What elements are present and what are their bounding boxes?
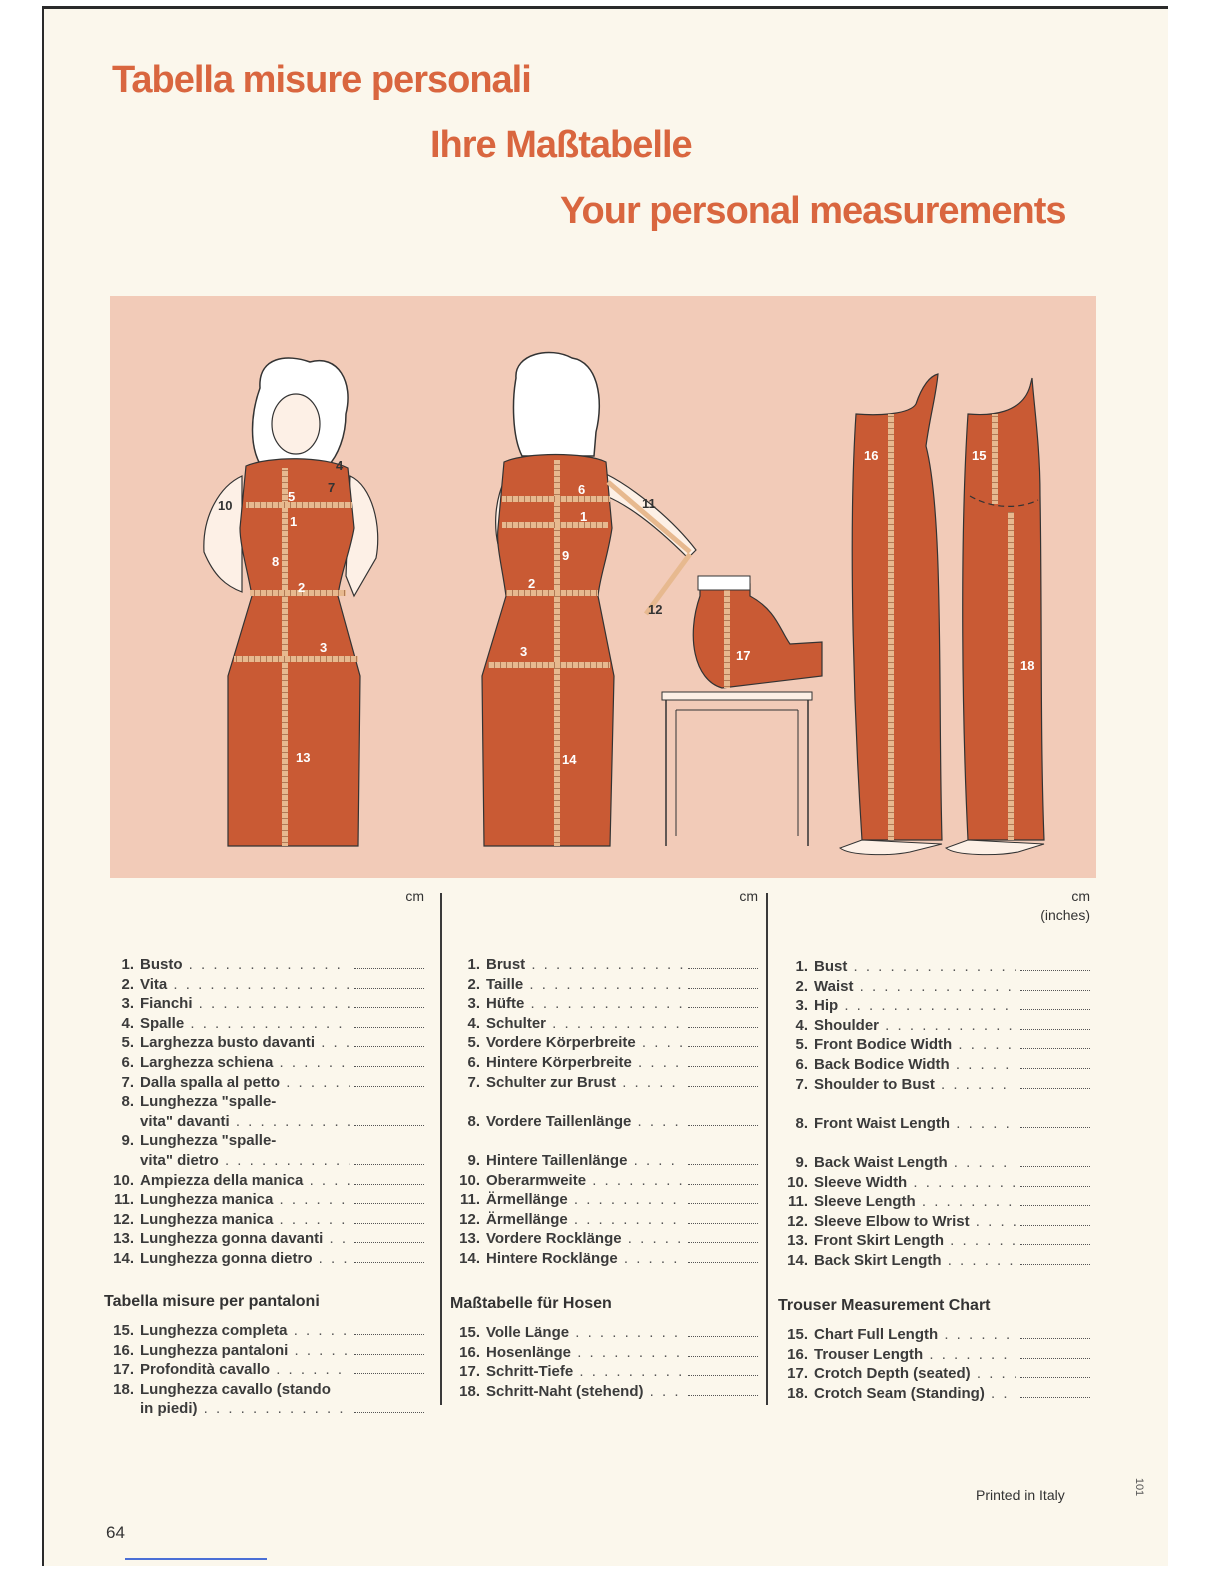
svg-text:12: 12 (648, 602, 663, 617)
list-item: 4. Spalle . . . (104, 1014, 424, 1034)
svg-text:3: 3 (320, 640, 328, 655)
list-item-continuation: vita" davanti . . . (104, 1112, 424, 1132)
scan-bar (125, 1558, 267, 1560)
list-item: 18. Schritt-Naht (stehend) . . . (450, 1382, 758, 1402)
list-item: 1. Brust . . . (450, 955, 758, 975)
svg-text:7: 7 (328, 480, 336, 495)
list-item: 15. Volle Länge . . . (450, 1323, 758, 1343)
trouser-heading: Trouser Measurement Chart (778, 1297, 991, 1314)
column-divider-1 (440, 893, 442, 1405)
trouser-heading: Maßtabelle für Hosen (450, 1295, 612, 1312)
list-item: 2. Taille . . . (450, 975, 758, 995)
svg-text:1: 1 (290, 514, 298, 529)
list-item: 17. Schritt-Tiefe . . . (450, 1362, 758, 1382)
list-item: 16. Trouser Length . . . (778, 1345, 1090, 1365)
svg-text:3: 3 (520, 644, 528, 659)
list-item: 6. Hintere Körperbreite . . . (450, 1053, 758, 1073)
list-item: 6. Back Bodice Width . . . (778, 1055, 1090, 1075)
list-item: 5. Front Bodice Width . . . (778, 1035, 1090, 1055)
column-divider-2 (766, 893, 768, 1405)
column-english (778, 887, 1090, 1402)
column-italian (104, 887, 424, 1418)
title-italian: Tabella misure personali (112, 59, 531, 101)
list-item: 8. Vordere Taillenlänge . . . (450, 1112, 758, 1132)
svg-text:11: 11 (642, 496, 656, 511)
print-code: 101 (1133, 1477, 1146, 1497)
list-item: 1. Bust . . . (778, 957, 1090, 977)
list-item: 9. Lunghezza "spalle- (121, 1132, 277, 1150)
svg-text:9: 9 (562, 548, 570, 563)
body-measurement-list (778, 957, 1090, 1271)
list-item: 14. Lunghezza gonna dietro . . . (104, 1249, 424, 1269)
list-item: 14. Back Skirt Length . . . (778, 1251, 1090, 1271)
body-measurement-list (450, 955, 758, 1269)
svg-text:6: 6 (578, 482, 586, 497)
list-item: 13. Lunghezza gonna davanti . . . (104, 1229, 424, 1249)
list-item: 5. Larghezza busto davanti . . . (104, 1033, 424, 1053)
list-item: 18. Crotch Seam (Standing) . . . (778, 1384, 1090, 1404)
column-german (450, 887, 758, 1400)
svg-text:1: 1 (580, 509, 588, 524)
list-item: 12. Sleeve Elbow to Wrist . . . (778, 1212, 1090, 1232)
svg-text:2: 2 (528, 576, 536, 591)
svg-text:5: 5 (288, 489, 296, 504)
svg-text:15: 15 (972, 448, 987, 463)
list-item: 7. Dalla spalla al petto . . . (104, 1073, 424, 1093)
list-item-continuation: vita" dietro . . . (104, 1151, 424, 1171)
list-item: 7. Shoulder to Bust . . . (778, 1075, 1090, 1095)
list-item: 5. Vordere Körperbreite . . . (450, 1033, 758, 1053)
unit-label-inches: (inches) (1040, 907, 1090, 923)
printed-in-italy: Printed in Italy (976, 1487, 1065, 1503)
list-item: 11. Lunghezza manica . . . (104, 1190, 424, 1210)
list-item: 13. Front Skirt Length . . . (778, 1231, 1090, 1251)
unit-label: cm (1071, 888, 1090, 904)
list-item: 2. Waist . . . (778, 977, 1090, 997)
trouser-heading: Tabella misure per pantaloni (104, 1293, 320, 1310)
svg-text:13: 13 (296, 750, 311, 765)
trouser-measurement-list (104, 1321, 424, 1419)
measurement-illustration (110, 296, 1096, 878)
title-german: Ihre Maßtabelle (430, 124, 692, 166)
list-item: 3. Fianchi . . . (104, 994, 424, 1014)
list-item: 3. Hüfte . . . (450, 994, 758, 1014)
list-item: 17. Profondità cavallo . . . (104, 1360, 424, 1380)
list-item: 6. Larghezza schiena . . . (104, 1053, 424, 1073)
document-page (42, 6, 1168, 1566)
list-item: 12. Lunghezza manica . . . (104, 1210, 424, 1230)
trouser-measurement-list (450, 1323, 758, 1401)
unit-label: cm (739, 888, 758, 904)
list-item: 10. Ampiezza della manica . . . (104, 1171, 424, 1191)
svg-text:16: 16 (864, 448, 879, 463)
list-item: 1. Busto . . . (104, 955, 424, 975)
list-item: 2. Vita . . . (104, 975, 424, 995)
list-item: 18. Lunghezza cavallo (stando (113, 1380, 331, 1398)
list-item: 10. Sleeve Width . . . (778, 1173, 1090, 1193)
list-item: 3. Hip . . . (778, 996, 1090, 1016)
list-item-continuation: in piedi) . . . (104, 1399, 424, 1419)
page-number: 64 (106, 1523, 125, 1542)
list-item: 16. Lunghezza pantaloni . . . (104, 1341, 424, 1361)
svg-text:8: 8 (272, 554, 280, 569)
list-item: 4. Schulter . . . (450, 1014, 758, 1034)
list-item: 12. Ärmellänge . . . (450, 1210, 758, 1230)
list-item: 15. Lunghezza completa . . . (104, 1321, 424, 1341)
title-english: Your personal measurements (560, 190, 1066, 232)
list-item: 11. Sleeve Length . . . (778, 1192, 1090, 1212)
list-item: 9. Back Waist Length . . . (778, 1153, 1090, 1173)
list-item: 13. Vordere Rocklänge . . . (450, 1229, 758, 1249)
list-item: 8. Front Waist Length . . . (778, 1114, 1090, 1134)
list-item: 7. Schulter zur Brust . . . (450, 1073, 758, 1093)
list-item: 15. Chart Full Length . . . (778, 1325, 1090, 1345)
svg-text:14: 14 (562, 752, 577, 767)
list-item: 10. Oberarmweite . . . (450, 1171, 758, 1191)
list-item: 4. Shoulder . . . (778, 1016, 1090, 1036)
list-item: 11. Ärmellänge . . . (450, 1190, 758, 1210)
list-item: 8. Lunghezza "spalle- (121, 1093, 277, 1111)
list-item: 16. Hosenlänge . . . (450, 1343, 758, 1363)
list-item: 17. Crotch Depth (seated) . . . (778, 1364, 1090, 1384)
body-measurement-list (104, 955, 424, 1269)
trouser-measurement-list (778, 1325, 1090, 1403)
svg-text:2: 2 (298, 580, 306, 595)
list-item: 14. Hintere Rocklänge . . . (450, 1249, 758, 1269)
svg-text:4: 4 (336, 458, 344, 473)
svg-text:18: 18 (1020, 658, 1035, 673)
svg-text:10: 10 (218, 498, 233, 513)
list-item: 9. Hintere Taillenlänge . . . (450, 1151, 758, 1171)
unit-label: cm (405, 888, 424, 904)
svg-text:17: 17 (736, 648, 751, 663)
